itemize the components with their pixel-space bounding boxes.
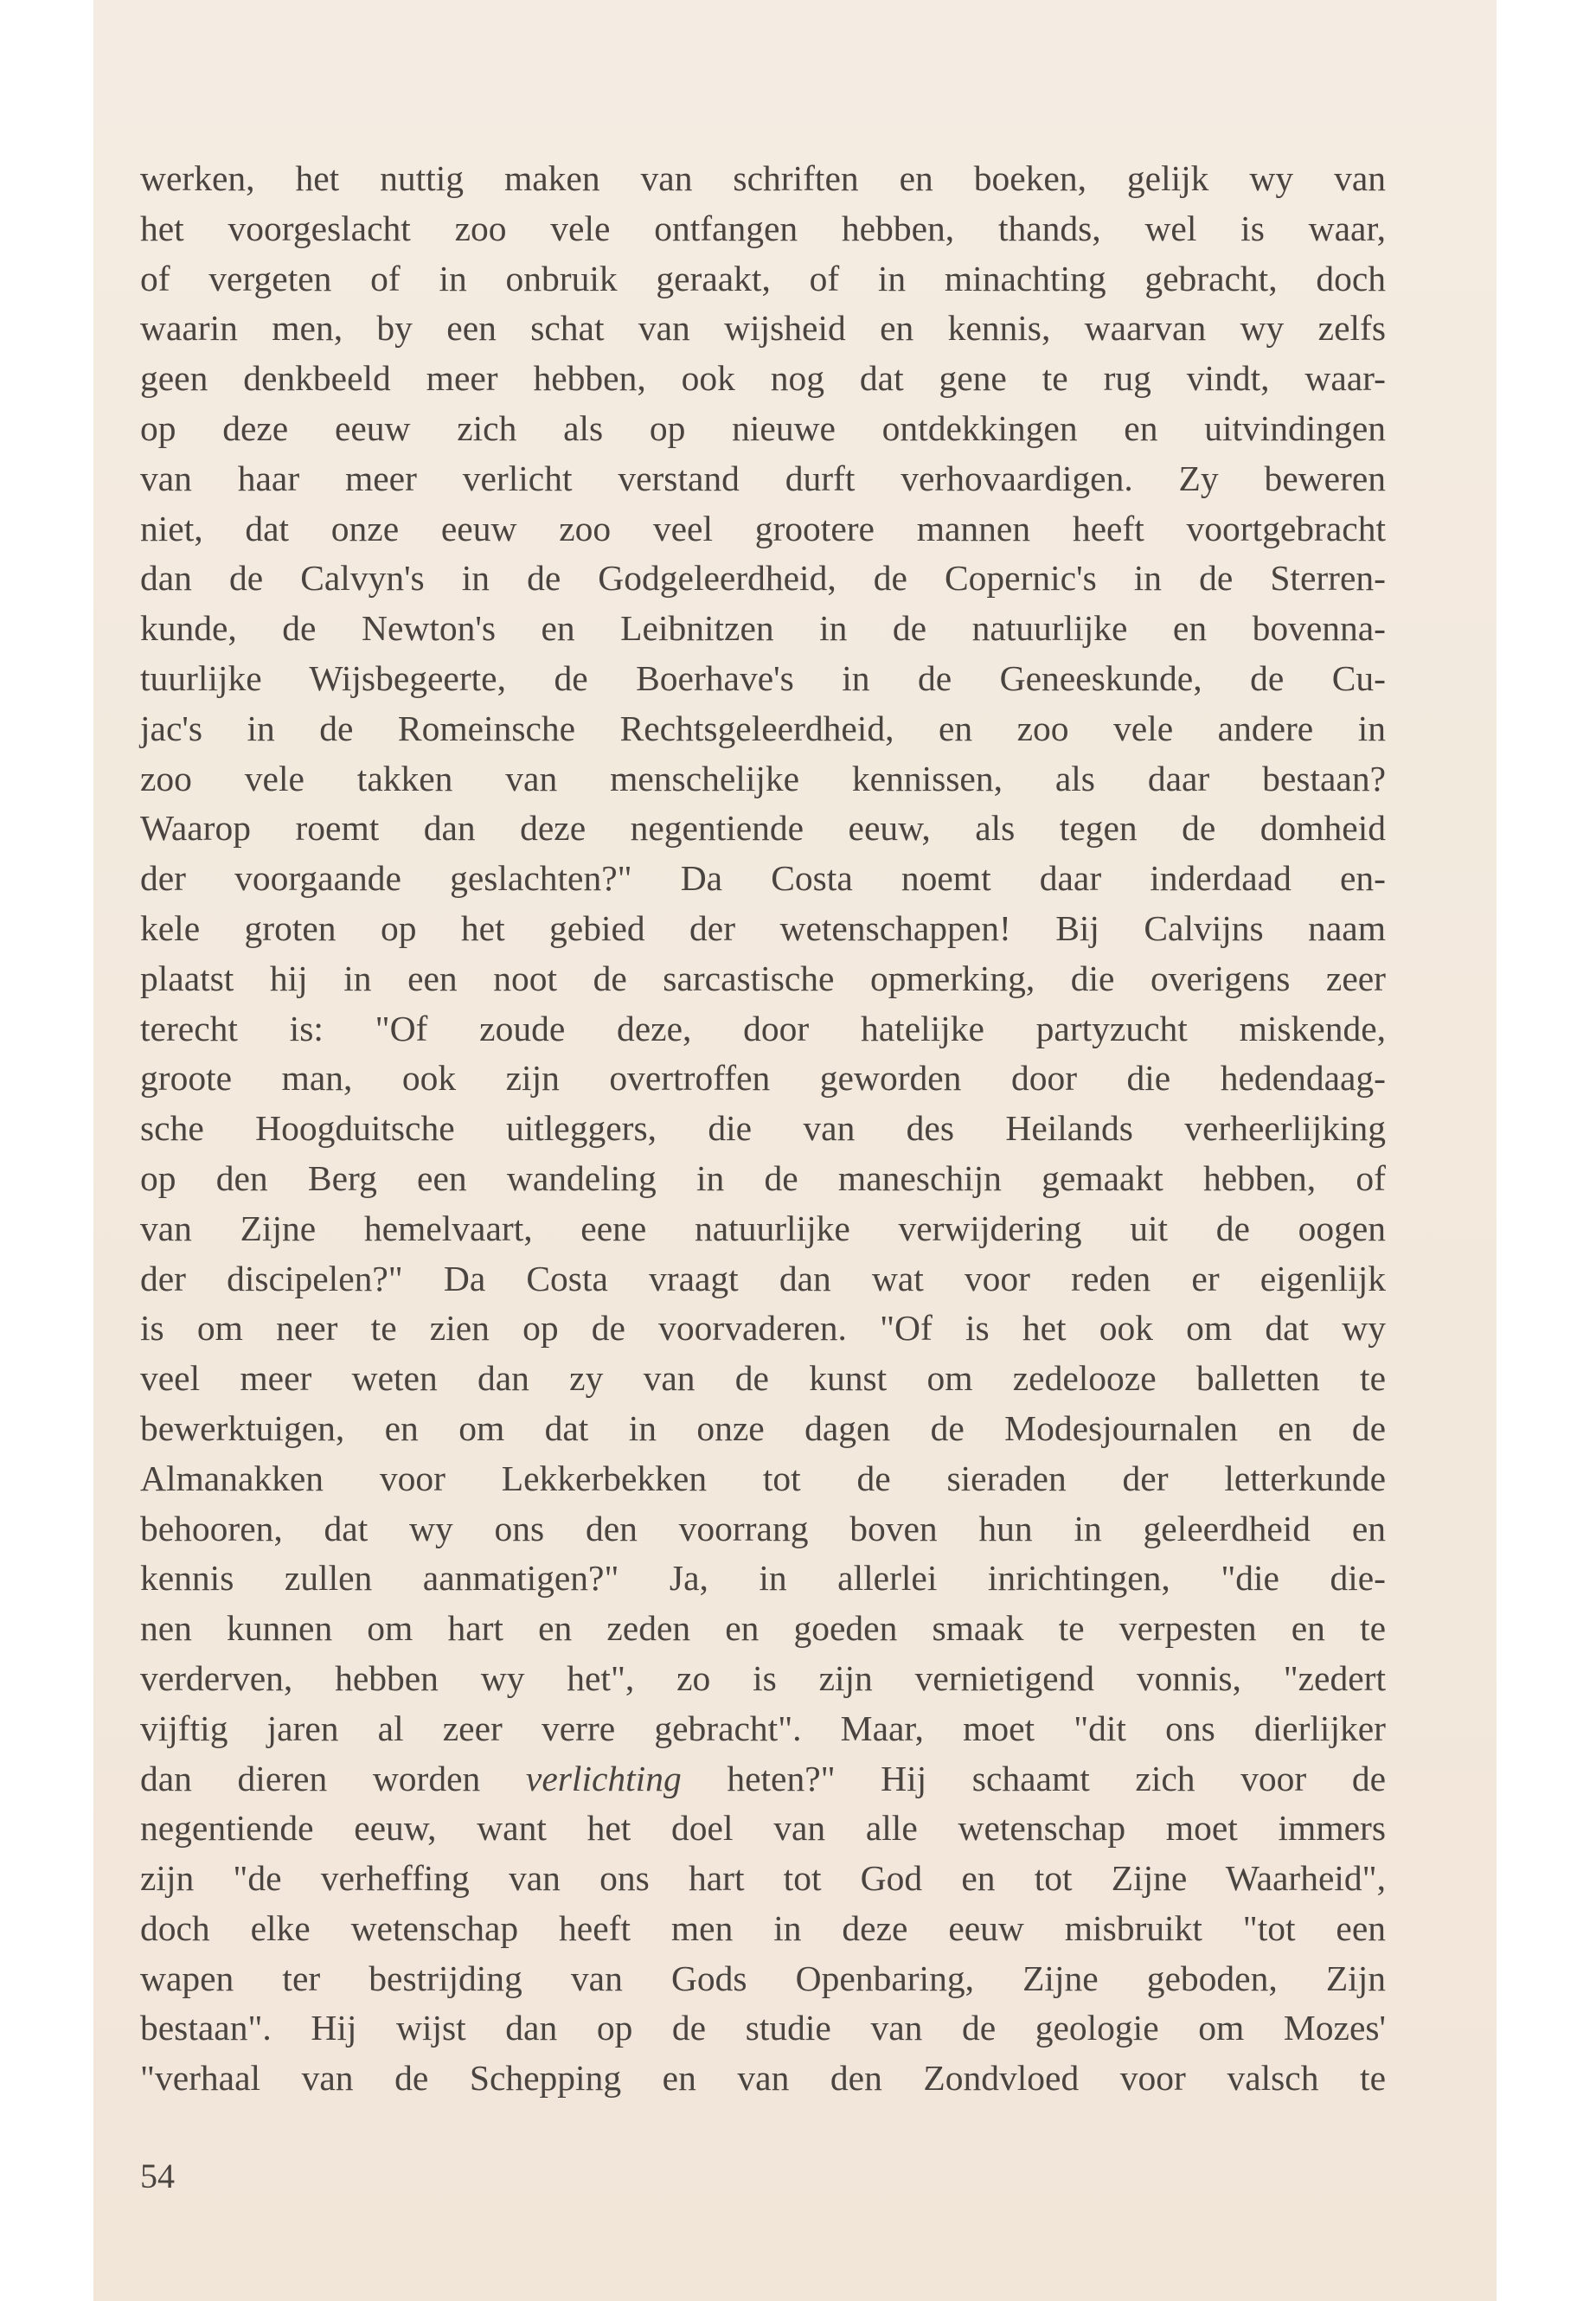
text-line: bewerktuigen, en om dat in onze dagen de Modesjournalen en de (140, 1407, 1386, 1448)
text-line: Almanakken voor Lekkerbekken tot de sieraden der letterkunde (140, 1458, 1386, 1498)
text-line: tuurlijke Wijsbegeerte, de Boerhave's in de Geneeskunde, de Cu- (140, 657, 1386, 698)
text-line: doch elke wetenschap heeft men in deze eeuw misbruikt "tot een (140, 1907, 1386, 1948)
text-line: "verhaal van de Schepping en van den Zondvloed voor valsch te (140, 2058, 1386, 2099)
text-line: van Zijne hemelvaart, eene natuurlijke verwijdering uit de oogen (140, 1208, 1386, 1248)
text-line: der discipelen?" Da Costa vraagt dan wat voor reden er eigenlijk (140, 1258, 1386, 1298)
text-line: behooren, dat wy ons den voorrang boven hun in geleerdheid en (140, 1508, 1386, 1548)
page-number: 54 (140, 2157, 175, 2195)
text-line: bestaan". Hij wijst dan op de studie van de geologie om Mozes' (140, 2008, 1386, 2048)
text-line: is om neer te zien op de voorvaderen. "Of is het ook om dat wy (140, 1308, 1386, 1349)
text-line: kele groten op het gebied der wetenschappen! Bij Calvijns naam (140, 907, 1386, 948)
text-line: sche Hoogduitsche uitleggers, die van des Heilands verheerlijking (140, 1108, 1386, 1149)
text-line: op den Berg een wandeling in de maneschijn gemaakt hebben, of (140, 1157, 1386, 1198)
text-line: veel meer weten dan zy van de kunst om zedelooze balletten te (140, 1358, 1386, 1399)
body-text (140, 154, 1386, 2104)
text-line-with-italic (140, 1754, 1386, 1804)
text-line: zoo vele takken van menschelijke kennissen, als daar bestaan? (140, 758, 1386, 798)
text-segment: dan dieren worden (140, 1758, 526, 1798)
text-line: Waarop roemt dan deze negentiende eeuw, als tegen de domheid (140, 808, 1386, 849)
text-line: kunde, de Newton's en Leibnitzen in de natuurlijke en bovenna- (140, 608, 1386, 649)
text-line: van haar meer verlicht verstand durft verhovaardigen. Zy beweren (140, 458, 1386, 498)
text-segment: heten?" Hij schaamt zich voor de (681, 1758, 1386, 1798)
text-line: op deze eeuw zich als op nieuwe ontdekkingen en uitvindingen (140, 407, 1386, 448)
text-line: werken, het nuttig maken van schriften en boeken, gelijk wy van (140, 158, 1386, 198)
text-line: plaatst hij in een noot de sarcastische opmerking, die overigens zeer (140, 958, 1386, 998)
text-line: groote man, ook zijn overtroffen geworden door die hedendaag- (140, 1058, 1386, 1099)
text-line: dan de Calvyn's in de Godgeleerdheid, de Copernic's in de Sterren- (140, 558, 1386, 599)
text-line: het voorgeslacht zoo vele ontfangen hebben, thands, wel is waar, (140, 208, 1386, 248)
text-line: kennis zullen aanmatigen?" Ja, in allerlei inrichtingen, "die die- (140, 1558, 1386, 1599)
text-line: vijftig jaren al zeer verre gebracht". Maar, moet "dit ons dierlijker (140, 1708, 1386, 1748)
text-line: terecht is: "Of zoude deze, door hatelijke partyzucht miskende, (140, 1008, 1386, 1048)
text-line: jac's in de Romeinsche Rechtsgeleerdheid, en zoo vele andere in (140, 708, 1386, 748)
text-line: geen denkbeeld meer hebben, ook nog dat gene te rug vindt, waar- (140, 358, 1386, 399)
text-line: of vergeten of in onbruik geraakt, of in minachting gebracht, doch (140, 258, 1386, 298)
text-line: der voorgaande geslachten?" Da Costa noemt daar inderdaad en- (140, 858, 1386, 899)
text-line: verderven, hebben wy het", zo is zijn vernietigend vonnis, "zedert (140, 1657, 1386, 1698)
text-line: niet, dat onze eeuw zoo veel grootere mannen heeft voortgebracht (140, 508, 1386, 548)
text-line: nen kunnen om hart en zeden en goeden smaak te verpesten en te (140, 1608, 1386, 1649)
italic-term: verlichting (525, 1758, 682, 1798)
text-line: waarin men, by een schat van wijsheid en kennis, waarvan wy zelfs (140, 308, 1386, 349)
text-line: wapen ter bestrijding van Gods Openbaring, Zijne geboden, Zijn (140, 1958, 1386, 1998)
text-line: negentiende eeuw, want het doel van alle wetenschap moet immers (140, 1808, 1386, 1849)
text-line: zijn "de verheffing van ons hart tot God en tot Zijne Waarheid", (140, 1858, 1386, 1899)
right-margin (1497, 0, 1596, 2301)
left-margin (0, 0, 93, 2301)
